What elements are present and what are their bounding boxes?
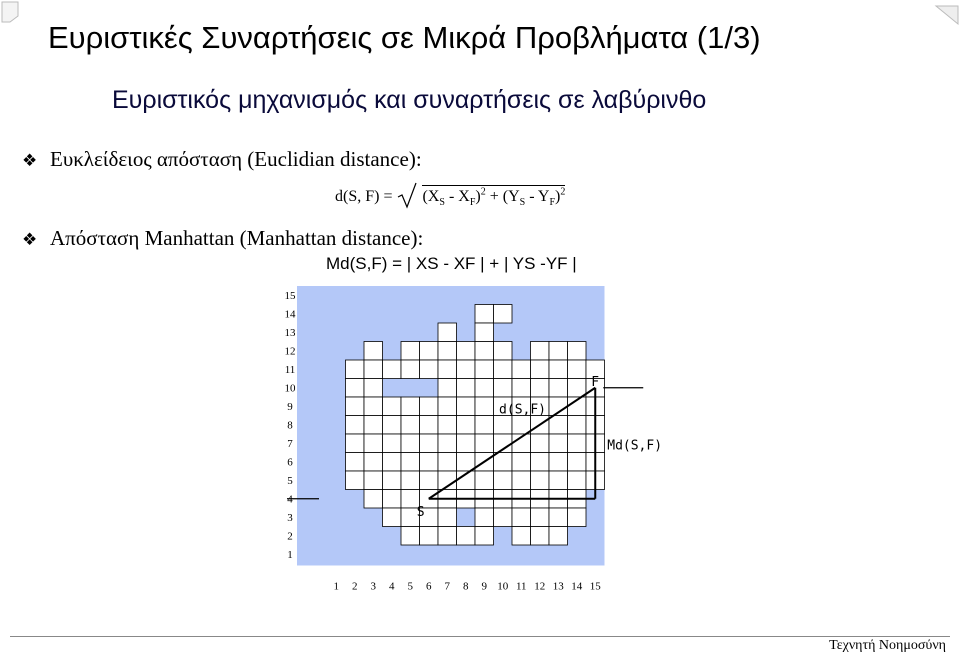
maze-cell: [494, 416, 513, 435]
maze-cell: [531, 453, 550, 472]
corner-fold-icon: [0, 0, 20, 29]
maze-cell: [475, 379, 494, 398]
x-tick-label: 1: [333, 580, 339, 593]
x-tick-label: 5: [407, 580, 413, 593]
maze-cell: [401, 434, 420, 453]
y-tick-label: 7: [287, 438, 293, 450]
maze-cell: [346, 453, 365, 472]
x-tick-label: 10: [497, 580, 509, 593]
maze-cell: [438, 416, 457, 435]
maze-cell: [457, 527, 476, 546]
maze-cell: [531, 434, 550, 453]
x-tick-label: 2: [352, 580, 358, 593]
maze-cell: [364, 434, 383, 453]
maze-cell: [438, 527, 457, 546]
maze-cell: [512, 379, 531, 398]
maze-cell: [401, 471, 420, 490]
bullet-euclidean: [22, 147, 422, 172]
y-tick-label: 13: [284, 327, 296, 339]
diamond-bullet-icon: ❖: [22, 230, 38, 249]
maze-cell: [494, 305, 513, 324]
maze-cell: [383, 397, 402, 416]
maze-cell: [364, 490, 383, 509]
maze-cell: [457, 434, 476, 453]
maze-cell: [364, 453, 383, 472]
x-tick-label: 7: [444, 580, 450, 593]
maze-cell: [494, 360, 513, 379]
maze-cell: [475, 305, 494, 324]
maze-cell: [401, 527, 420, 546]
footer-text: Τεχνητή Νοημοσύνη: [829, 638, 946, 653]
maze-cell: [549, 416, 568, 435]
maze-cell: [364, 416, 383, 435]
maze-cell: [346, 397, 365, 416]
maze-cell: [512, 527, 531, 546]
maze-cell: [568, 342, 587, 361]
maze-cell: [549, 508, 568, 527]
maze-cell: [438, 379, 457, 398]
sqrt-icon: [396, 181, 422, 209]
manhattan-formula: [326, 254, 577, 274]
formula-lhs: Md(S,F) =: [326, 254, 403, 273]
maze-cell: [383, 508, 402, 527]
maze-cell: [438, 360, 457, 379]
y-tick-label: 1: [287, 549, 293, 561]
maze-cell: [531, 471, 550, 490]
maze-cell: [438, 434, 457, 453]
x-tick-label: 9: [481, 580, 487, 593]
y-tick-label: 15: [284, 290, 296, 302]
diamond-bullet-icon: ❖: [22, 151, 38, 170]
maze-cell: [568, 379, 587, 398]
maze-cell: [420, 527, 439, 546]
page-subtitle: Ευριστικός μηχανισμός και συναρτήσεις σε λαβύρινθο: [112, 86, 707, 114]
maze-cell: [531, 508, 550, 527]
maze-cell: [438, 342, 457, 361]
x-tick-label: 12: [534, 580, 546, 593]
maze-cell: [420, 453, 439, 472]
maze-cell: [549, 379, 568, 398]
maze-cell: [438, 323, 457, 342]
maze-cell: [383, 471, 402, 490]
maze-cell: [475, 342, 494, 361]
maze-cell: [549, 434, 568, 453]
maze-cell: [420, 342, 439, 361]
maze-cell: [512, 360, 531, 379]
maze-cell: [531, 379, 550, 398]
maze-cell: [568, 416, 587, 435]
maze-cell: [512, 471, 531, 490]
maze-cell: [549, 527, 568, 546]
maze-cell: [457, 360, 476, 379]
maze-cell: [346, 379, 365, 398]
x-tick-label: 3: [370, 580, 376, 593]
maze-cell: [475, 434, 494, 453]
y-tick-label: 2: [287, 530, 293, 543]
maze-cell: [475, 527, 494, 546]
maze-cell: [364, 471, 383, 490]
y-tick-label: 11: [284, 364, 296, 376]
start-label: S: [416, 504, 425, 520]
maze-cell: [457, 416, 476, 435]
maze-cell: [568, 434, 587, 453]
maze-cell: [531, 360, 550, 379]
maze-cell: [457, 342, 476, 361]
maze-cell: [420, 471, 439, 490]
maze-cell: [346, 416, 365, 435]
bullet-text: Απόσταση Manhattan (Manhattan distance):: [50, 226, 424, 250]
maze-cell: [438, 508, 457, 527]
bullet-manhattan: [22, 226, 423, 251]
maze-cell: [438, 453, 457, 472]
y-tick-label: 6: [287, 456, 293, 469]
maze-cell: [364, 342, 383, 361]
maze-cell: [401, 397, 420, 416]
maze-cell: [383, 453, 402, 472]
page-title: Ευριστικές Συναρτήσεις σε Μικρά Προβλήματα (1/3): [48, 20, 761, 55]
maze-cell: [420, 434, 439, 453]
maze-cell: [568, 360, 587, 379]
maze-cell: [475, 471, 494, 490]
formula-lhs: d(S, F) =: [335, 188, 393, 205]
maze-cell: [420, 360, 439, 379]
y-tick-label: 12: [284, 345, 296, 358]
maze-cell: [383, 416, 402, 435]
y-tick-label: 10: [284, 382, 296, 395]
x-tick-label: 11: [515, 580, 527, 593]
maze-cell: [457, 453, 476, 472]
maze-cell: [401, 416, 420, 435]
maze-cell: [549, 471, 568, 490]
maze-cell: [401, 360, 420, 379]
maze-cell: [512, 453, 531, 472]
maze-cell: [420, 397, 439, 416]
y-tick-label: 9: [287, 401, 293, 413]
maze-cell: [494, 453, 513, 472]
maze-cell: [494, 342, 513, 361]
page-curl-icon: [934, 4, 960, 31]
maze-cell: [401, 342, 420, 361]
maze-cell: [531, 527, 550, 546]
maze-cell: [568, 453, 587, 472]
x-tick-label: 6: [426, 580, 432, 593]
maze-cell: [568, 471, 587, 490]
maze-cell: [475, 397, 494, 416]
maze-cell: [494, 508, 513, 527]
manhattan-label: Md(S,F): [607, 438, 663, 454]
maze-cell: [364, 397, 383, 416]
euclid-label: d(S,F): [499, 402, 547, 418]
maze-cell: [475, 323, 494, 342]
maze-cell: [457, 379, 476, 398]
x-tick-label: 4: [389, 580, 395, 593]
maze-cell: [438, 397, 457, 416]
maze-cell: [494, 379, 513, 398]
maze-cell: [401, 453, 420, 472]
maze-cell: [512, 508, 531, 527]
maze-cell: [531, 342, 550, 361]
maze-cell: [420, 416, 439, 435]
maze-cell: [383, 434, 402, 453]
maze-cell: [549, 342, 568, 361]
sqrt-body: $(X_S - X_F)^2 + (Y_S - Y_F)^2$: [422, 186, 566, 209]
x-tick-label: 14: [571, 580, 583, 593]
goal-label: F: [591, 374, 600, 390]
x-tick-label: 8: [463, 580, 469, 593]
maze-cell: [364, 379, 383, 398]
y-tick-label: 14: [284, 308, 296, 321]
y-tick-label: 3: [287, 512, 293, 524]
maze-cell: [475, 360, 494, 379]
y-tick-label: 5: [287, 475, 293, 487]
x-tick-label: 13: [552, 580, 564, 593]
maze-cell: [346, 434, 365, 453]
x-tick-label: 15: [589, 580, 601, 593]
maze-cell: [383, 490, 402, 509]
y-tick-label: 4: [287, 493, 293, 506]
maze-cell: [346, 471, 365, 490]
maze-cell: [457, 397, 476, 416]
footer-divider: [10, 636, 950, 637]
maze-cell: [549, 360, 568, 379]
maze-cell: [364, 360, 383, 379]
maze-cell: [346, 360, 365, 379]
y-tick-label: 8: [287, 419, 293, 432]
euclidean-formula: [335, 181, 565, 209]
maze-diagram: [270, 284, 670, 604]
maze-cell: [568, 508, 587, 527]
maze-cell: [383, 360, 402, 379]
maze-cell: [512, 416, 531, 435]
maze-cell: [475, 508, 494, 527]
formula-rhs: | XS - XF | + | YS -YF |: [406, 254, 577, 273]
maze-cell: [494, 471, 513, 490]
maze-cell: [549, 453, 568, 472]
bullet-text: Ευκλείδειος απόσταση (Euclidian distance):: [50, 147, 422, 171]
maze-cell: [475, 416, 494, 435]
